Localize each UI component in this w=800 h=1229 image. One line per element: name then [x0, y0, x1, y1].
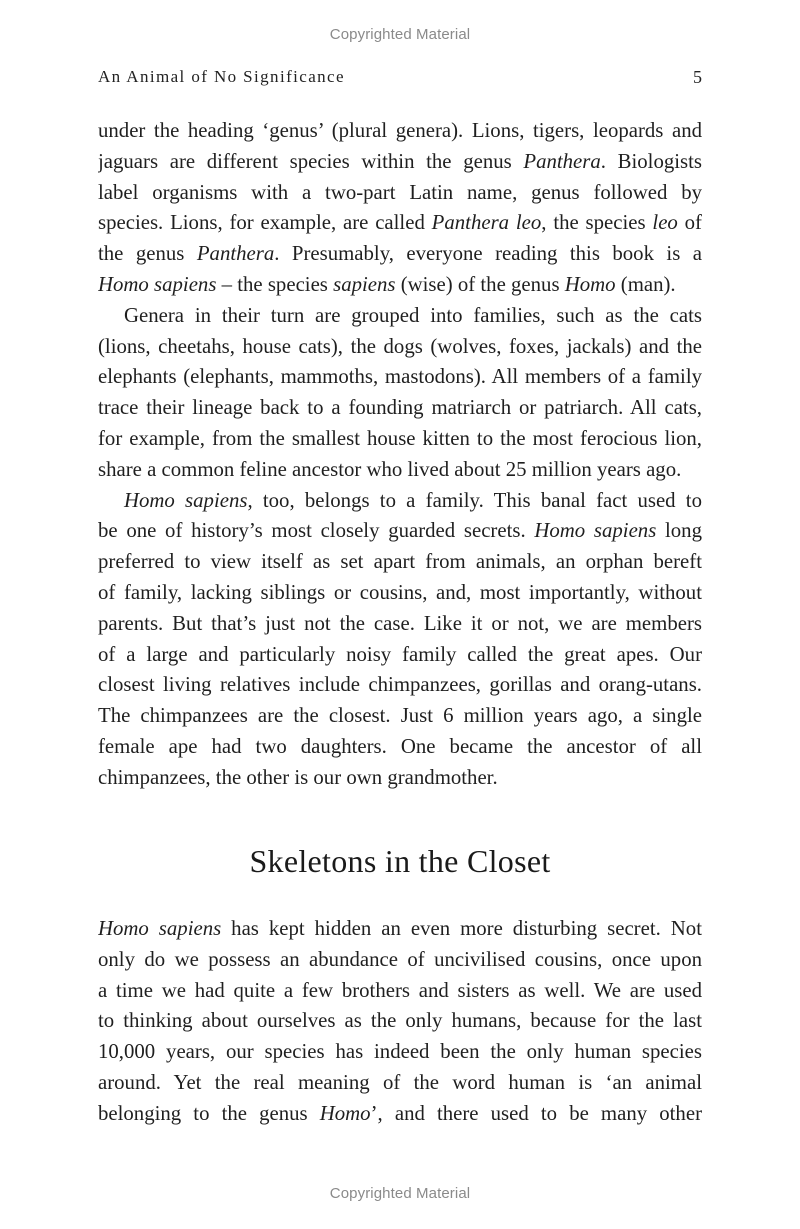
- text-line: share a common feline ancestor who lived about 25 million years ago.: [98, 457, 682, 481]
- text-line: the genus Panthera. Presumably, everyone reading this book is a: [98, 242, 702, 266]
- text-line: a time we had quite a few brothers and sisters as well. We are used: [98, 978, 702, 1002]
- text-line: Homo sapiens has kept hidden an even more disturbing secret. Not: [98, 917, 702, 940]
- paragraph: [98, 914, 702, 1130]
- text-line: Genera in their turn are grouped into families, such as the cats: [124, 303, 702, 327]
- running-title: An Animal of No Significance: [98, 67, 345, 86]
- text-line: only do we possess an abundance of uncivilised cousins, once upon: [98, 947, 702, 971]
- paragraph: [98, 301, 702, 486]
- text-line: 10,000 years, our species has indeed been the only human species: [98, 1040, 702, 1064]
- body-text-bottom: [98, 914, 702, 1130]
- paragraph: [98, 486, 702, 794]
- text-line: label organisms with a two-part Latin name, genus followed by: [98, 180, 702, 204]
- text-line: species. Lions, for example, are called Panthera leo, the species leo of: [98, 211, 702, 235]
- text-line: parents. But that’s just not the case. Like it or not, we are members: [98, 611, 702, 635]
- text-line: belonging to the genus Homo’, and there used to be many other: [98, 1101, 702, 1125]
- text-line: jaguars are different species within the genus Panthera. Biologists: [98, 149, 702, 173]
- paragraph: [98, 116, 702, 301]
- text-line: The chimpanzees are the closest. Just 6 million years ago, a single: [98, 704, 702, 728]
- text-line: elephants (elephants, mammoths, mastodons). All members of a family: [98, 365, 702, 389]
- copyright-watermark-top: Copyrighted Material: [329, 26, 471, 43]
- text-line: preferred to view itself as set apart from animals, an orphan bereft: [98, 550, 702, 574]
- text-line: to thinking about ourselves as the only humans, because for the last: [98, 1009, 702, 1033]
- text-line: of a large and particularly noisy family called the great apes. Our: [98, 642, 702, 666]
- text-line: Homo sapiens – the species sapiens (wise) of the genus Homo (man).: [98, 272, 676, 296]
- text-line: for example, from the smallest house kitten to the most ferocious lion,: [98, 426, 702, 450]
- text-line: under the heading ‘genus’ (plural genera). Lions, tigers, leopards and: [98, 119, 702, 142]
- text-line: Homo sapiens, too, belongs to a family. This banal fact used to: [124, 488, 702, 512]
- text-line: of family, lacking siblings or cousins, and, most importantly, without: [98, 580, 702, 604]
- section-heading: Skeletons in the Closet: [249, 843, 551, 879]
- text-line: around. Yet the real meaning of the word human is ‘an animal: [98, 1070, 702, 1094]
- text-line: trace their lineage back to a founding matriarch or patriarch. All cats,: [98, 396, 702, 420]
- page-number: 5: [693, 67, 702, 87]
- text-line: closest living relatives include chimpanzees, gorillas and orang-utans.: [98, 673, 702, 697]
- copyright-watermark-bottom: Copyrighted Material: [329, 1185, 471, 1202]
- text-line: be one of history’s most closely guarded secrets. Homo sapiens long: [98, 519, 702, 543]
- body-text-top: [98, 116, 702, 794]
- text-line: chimpanzees, the other is our own grandmother.: [98, 765, 498, 789]
- text-line: (lions, cheetahs, house cats), the dogs (wolves, foxes, jackals) and the: [98, 334, 702, 358]
- running-header: [98, 67, 702, 93]
- text-line: female ape had two daughters. One became the ancestor of all: [98, 734, 702, 758]
